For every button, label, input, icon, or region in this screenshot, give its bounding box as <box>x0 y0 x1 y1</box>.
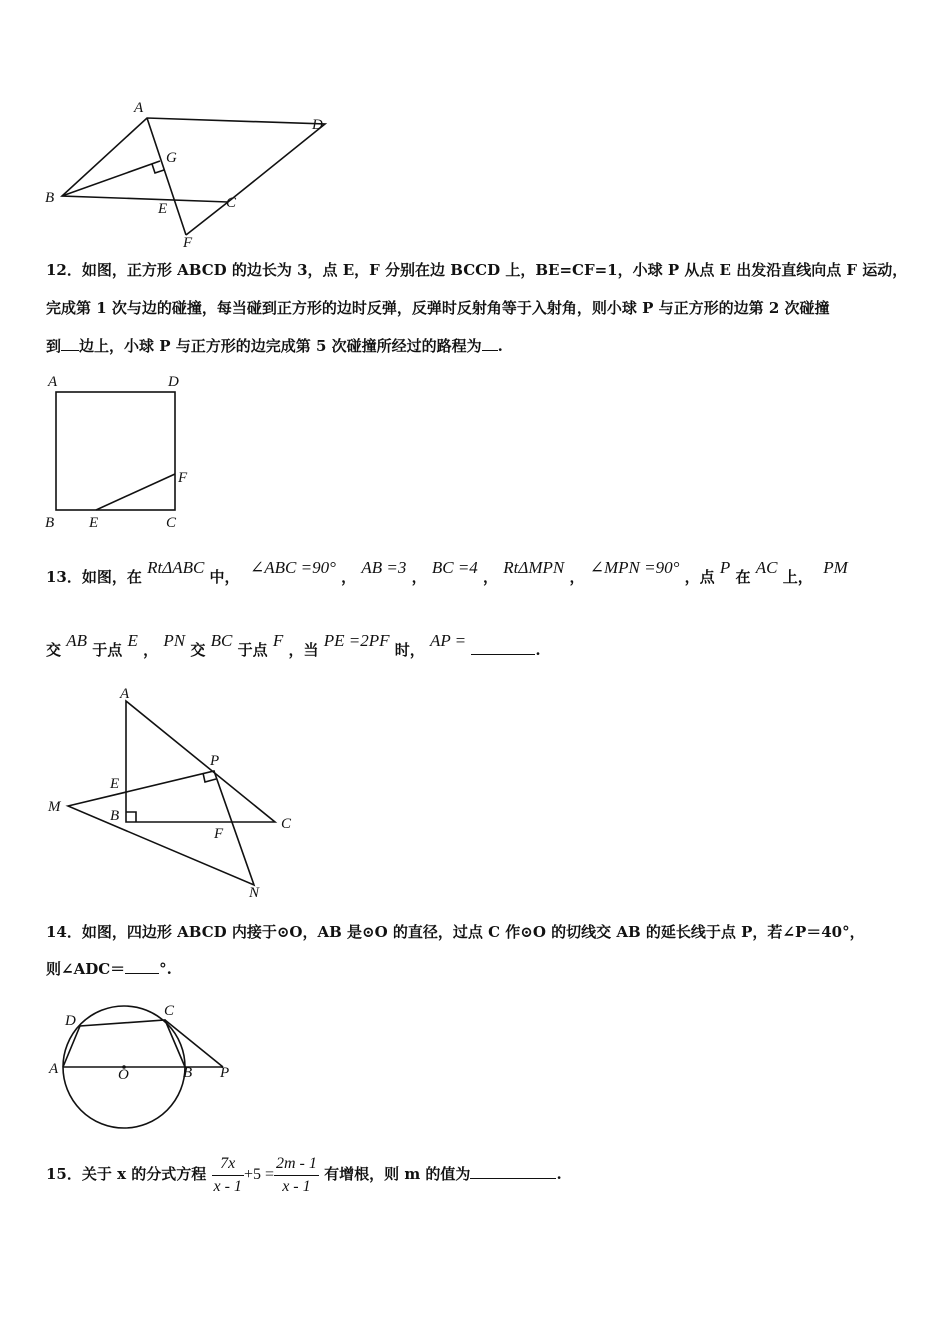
q15-text-3: . <box>556 1165 562 1183</box>
label-a: A <box>48 374 58 390</box>
label-d: D <box>65 1013 76 1029</box>
triangle-mpn <box>68 771 254 885</box>
q13-text-u5: 于点 <box>237 641 268 659</box>
q15-line <box>46 1152 562 1197</box>
q13-line1 <box>46 558 848 587</box>
figure-q14 <box>40 995 250 1135</box>
q13-text-7: ，点 <box>684 568 715 586</box>
q13-text-u1: 交 <box>46 641 62 659</box>
label-f: F <box>178 470 188 486</box>
label-b: B <box>45 190 55 206</box>
label-d: D <box>168 374 179 390</box>
q15-fraction-1-denominator: x - 1 <box>213 1177 242 1195</box>
q15-fraction-1-numerator: 7x <box>212 1154 244 1176</box>
q13-math-ab2: AB <box>66 631 88 650</box>
label-f: F <box>214 826 224 842</box>
label-c: C <box>281 816 292 832</box>
q15-fraction-2-numerator: 2m - 1 <box>274 1154 319 1176</box>
q12-text-a: 到 <box>46 337 62 355</box>
segment-af <box>147 118 186 235</box>
q12-line2: 完成第 1 次与边的碰撞，每当碰到正方形的边时反弹，反弹时反射角等于入射角，则小球 P 与正方形的边第 2 次碰撞 <box>46 299 830 317</box>
q13-line2 <box>46 631 541 660</box>
label-a: A <box>134 100 144 116</box>
q15-operator: +5 = <box>243 1166 274 1183</box>
parallelogram-diagram <box>40 95 340 255</box>
label-m: M <box>48 799 61 815</box>
q15-text-2: 有增根，则 m 的值为 <box>324 1165 471 1183</box>
label-b: B <box>110 808 120 824</box>
q13-text-6: ， <box>569 568 585 586</box>
figure-q11 <box>40 95 340 255</box>
label-o: O <box>118 1067 129 1083</box>
q15-fraction-2-denominator: x - 1 <box>282 1177 311 1195</box>
figure-q13 <box>40 685 310 900</box>
q13-text-u2: 于点 <box>92 641 123 659</box>
q15-fraction-1 <box>212 1154 244 1197</box>
circle-diagram <box>40 995 250 1135</box>
q13-math-pn: PN <box>163 631 186 650</box>
parallelogram-abcd <box>62 118 325 202</box>
label-a: A <box>49 1061 59 1077</box>
q13-math-ab: AB =3 <box>361 558 407 577</box>
label-d: D <box>312 117 323 133</box>
q14-line2 <box>46 959 172 979</box>
label-a: A <box>120 686 130 702</box>
q13-text-2: 中， <box>209 568 240 586</box>
q13-math-ap: AP = <box>429 631 467 650</box>
q12-text-b: 边上，小球 P 与正方形的边完成第 5 次碰撞所经过的路程为 <box>79 337 482 355</box>
q13-math-bc: BC =4 <box>431 558 478 577</box>
triangles-diagram <box>40 685 310 900</box>
q13-math-angle-mpn: ∠MPN =90° <box>589 558 680 577</box>
q13-text-1: 13．如图，在 <box>46 568 142 586</box>
right-angle-p <box>203 773 216 782</box>
segment-bg <box>62 161 160 196</box>
q13-math-p: P <box>719 558 731 577</box>
q13-text-5: ， <box>483 568 499 586</box>
q15-fraction-2 <box>274 1154 319 1197</box>
q13-text-8: 在 <box>735 568 751 586</box>
q13-text-3: ， <box>341 568 357 586</box>
q12-text-c: . <box>497 337 503 355</box>
q13-math-bc2: BC <box>210 631 233 650</box>
label-p: P <box>220 1065 230 1081</box>
q13-math-rt-mpn: RtΔMPN <box>503 558 565 577</box>
q13-math-pm: PM <box>823 558 848 577</box>
label-c: C <box>164 1003 175 1019</box>
q13-text-u8: . <box>535 641 541 659</box>
q13-math-e: E <box>127 631 138 650</box>
q12-line1: 12．如图，正方形 ABCD 的边长为 3，点 E，F 分别在边 BCCD 上，BE=CF=1，小球 P 从点 E 出发沿直线向点 F 运动， <box>46 261 908 279</box>
q14-text-a: 则∠ADC＝ <box>46 960 126 978</box>
q13-math-pe-2pf: PE =2PF <box>323 631 390 650</box>
q13-text-4: ， <box>411 568 427 586</box>
q13-answer-blank[interactable] <box>471 640 535 655</box>
label-n: N <box>249 885 260 901</box>
triangle-abc <box>126 701 275 822</box>
q12-blank-2[interactable] <box>482 336 498 351</box>
q12-blank-1[interactable] <box>61 336 79 351</box>
q13-text-u6: ，当 <box>288 641 319 659</box>
q14-text-b: °. <box>159 960 172 978</box>
q15-text-1: 15．关于 x 的分式方程 <box>46 1165 207 1183</box>
q15-answer-blank[interactable] <box>470 1164 556 1179</box>
segment-ef <box>96 474 175 510</box>
label-e: E <box>110 776 120 792</box>
label-c: C <box>226 195 237 211</box>
label-b: B <box>183 1065 193 1081</box>
label-e: E <box>158 201 168 217</box>
q13-math-ac: AC <box>755 558 778 577</box>
label-f: F <box>183 235 193 251</box>
q13-text-9: 上， <box>782 568 813 586</box>
segment-cf <box>186 202 228 235</box>
label-c: C <box>166 515 177 531</box>
label-e: E <box>89 515 99 531</box>
label-g: G <box>166 150 177 166</box>
q13-text-u3: ， <box>143 641 159 659</box>
q13-text-u4: 交 <box>190 641 206 659</box>
q13-math-angle-abc: ∠ABC =90° <box>250 558 336 577</box>
label-p: P <box>210 753 220 769</box>
tangent-cp <box>165 1020 223 1067</box>
q14-line1: 14．如图，四边形 ABCD 内接于⊙O，AB 是⊙O 的直径，过点 C 作⊙O 的切线交 AB 的延长线于点 P，若∠P＝40°， <box>46 923 865 941</box>
square-abcd <box>56 392 175 510</box>
q12-line3 <box>46 336 503 356</box>
figure-q12 <box>40 370 200 535</box>
quadrilateral-abcd <box>63 1020 185 1067</box>
right-angle-b <box>126 812 136 822</box>
q13-math-f: F <box>272 631 284 650</box>
q13-math-rt-abc: RtΔABC <box>147 558 205 577</box>
square-diagram <box>40 370 200 535</box>
q13-text-u7: 时， <box>394 641 425 659</box>
label-b: B <box>45 515 55 531</box>
q14-answer-blank[interactable] <box>125 959 159 974</box>
